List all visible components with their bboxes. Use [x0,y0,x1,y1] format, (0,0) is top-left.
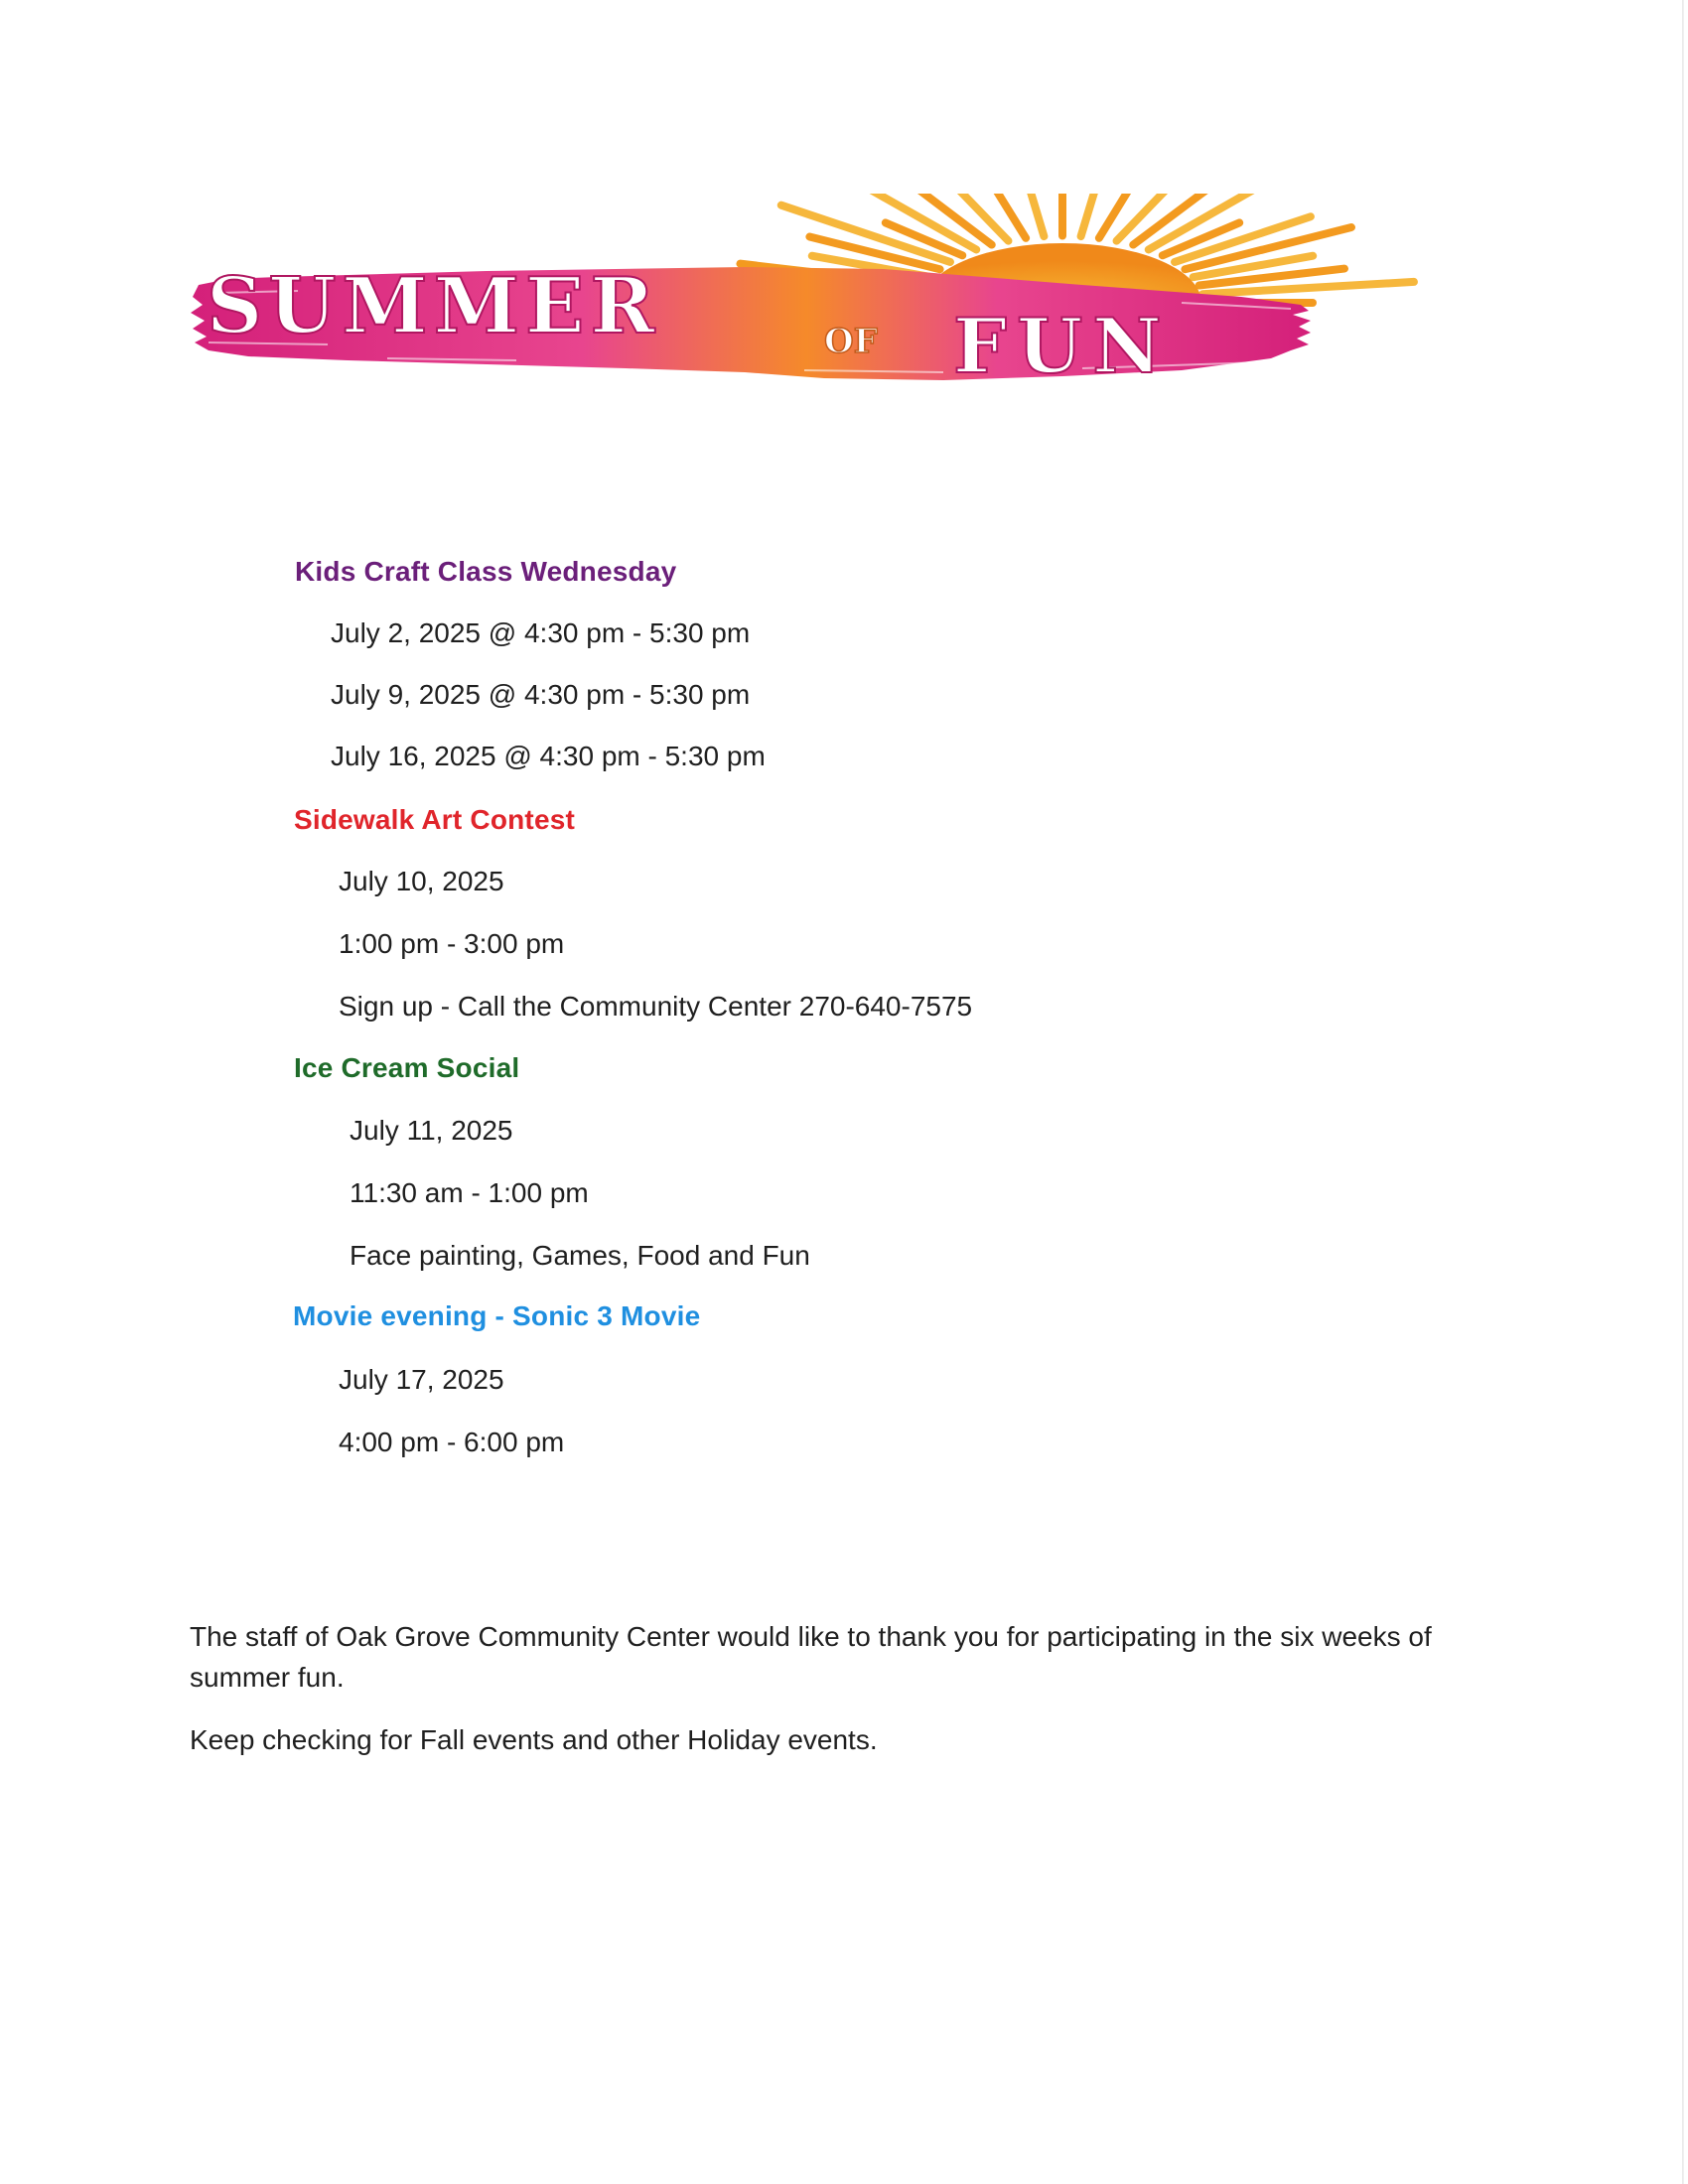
closing-keep-checking: Keep checking for Fall events and other Holiday events. [190,1724,878,1755]
page-edge [1682,0,1684,2184]
event-line: July 16, 2025 @ 4:30 pm - 5:30 pm [331,741,766,771]
event-line: July 10, 2025 [339,866,504,896]
event-line: July 9, 2025 @ 4:30 pm - 5:30 pm [331,679,751,710]
banner-graphic [189,194,1450,422]
event-line: Sign up - Call the Community Center 270-640-7575 [339,991,973,1022]
event-title-kids-craft: Kids Craft Class Wednesday [295,556,677,587]
event-line: Face painting, Games, Food and Fun [350,1240,810,1271]
closing-thanks: The staff of Oak Grove Community Center would like to thank you for participating in the six weeks of summer fun. [190,1621,1432,1693]
event-line: 4:00 pm - 6:00 pm [339,1427,565,1457]
event-line: 11:30 am - 1:00 pm [350,1177,589,1208]
event-line: July 17, 2025 [339,1364,504,1395]
summer-of-fun-banner [189,194,1450,422]
sun-ray [987,194,1026,238]
event-line: July 2, 2025 @ 4:30 pm - 5:30 pm [331,617,751,648]
banner-word-of: OF [824,322,878,361]
event-title-sidewalk-art: Sidewalk Art Contest [294,804,576,835]
banner-word-fun: FUN [953,302,1172,390]
event-title-movie-evening: Movie evening - Sonic 3 Movie [293,1300,701,1331]
event-title-ice-cream: Ice Cream Social [294,1052,520,1083]
event-line: July 11, 2025 [350,1115,513,1146]
banner-word-summer: SUMMER [207,261,661,351]
event-line: 1:00 pm - 3:00 pm [339,928,565,959]
